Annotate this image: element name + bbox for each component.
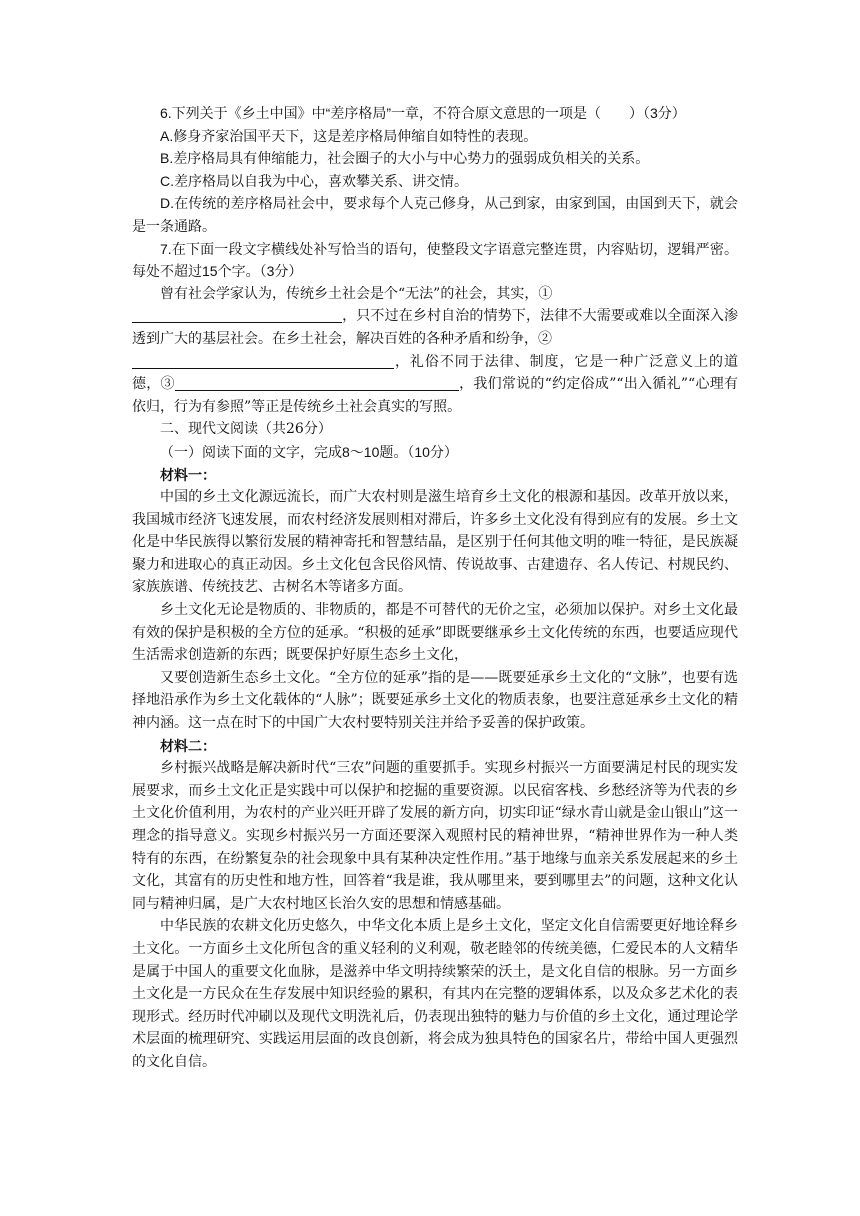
q7-text-1: 曾有社会学家认为，传统乡土社会是个“无法”的社会，其实，① bbox=[160, 285, 553, 302]
q6-option-a: A.修身齐家治国平天下，这是差序格局伸缩自如特性的表现。 bbox=[160, 127, 538, 144]
q6-option-c: C.差序格局以自我为中心，喜欢攀关系、讲交情。 bbox=[160, 172, 468, 189]
answer-blank-2[interactable] bbox=[132, 352, 394, 369]
q7-text-3: ，礼俗不同于法律、制度，它是一种广泛意义上的道德，③ bbox=[132, 353, 738, 393]
material-2-label: 材料二： bbox=[160, 737, 216, 754]
material-1-para-1: 中国的乡土文化源远流长，而广大农村则是滋生培育乡土文化的根源和基因。改革开放以来，我国城市经济飞速发展，而农村经济发展则相对滞后，许多乡土文化没有得到应有的发展。乡土文化是中华民族得以繁衍发展的精神寄托和智慧结晶，是区别于任何其他文明的唯一特征，是民族凝聚力和进取心的真正动因。乡土文化包含民俗风情、传说故事、古建遗存、名人传记、村规民约、家族族谱、传统技艺、古树名木等诸多方面。 bbox=[132, 489, 738, 596]
q6-option-b: B.差序格局具有伸缩能力，社会圈子的大小与中心势力的强弱成负相关的关系。 bbox=[160, 150, 650, 167]
material-2-para-1: 乡村振兴战略是解决新时代“三农”问题的重要抓手。实现乡村振兴一方面要满足村民的现实发展要求，而乡土文化正是实践中可以保护和挖掘的重要资源。以民宿客栈、乡愁经济等为代表的乡土文化价值利用，为农村的产业兴旺开辟了发展的新方向，切实印证“绿水青山就是金山银山”这一理念的指导意义。实现乡村振兴另一方面还要深入观照村民的精神世界，“精神世界作为一种人类特有的东西，在纷繁复杂的社会现象中具有某种决定性作用。”基于地缘与血亲关系发展起来的乡土文化，其富有的历史性和地方性，回答着“我是谁，我从哪里来，要到哪里去”的问题，这种文化认同与精神归属，是广大农村地区长治久安的思想和情感基础。 bbox=[132, 760, 738, 912]
material-1-para-2: 乡土文化无论是物质的、非物质的，都是不可替代的无价之宝，必须加以保护。对乡土文化最有效的保护是积极的全方位的延承。“积极的延承”即既要继承乡土文化传统的东西，也要适应现代生活需求创造新的东西；既要保护好原生态乡土文化， bbox=[132, 602, 738, 664]
q7-text-2: ，只不过在乡村自治的情势下，法律不大需要或难以全面深入渗透到广大的基层社会。在乡土社会，解决百姓的各种矛盾和纷争，② bbox=[132, 308, 738, 347]
q7-passage bbox=[132, 283, 738, 419]
q6-stem: 6.下列关于《乡土中国》中“差序格局”一章，不符合原文意思的一项是（ ）（3分） bbox=[160, 105, 686, 121]
answer-blank-1[interactable] bbox=[132, 306, 342, 323]
section-title: 二、现代文阅读（共26分） bbox=[160, 421, 332, 438]
exam-page bbox=[132, 102, 738, 1074]
material-1-para-3: 又要创造新生态乡土文化。“全方位的延承”指的是——既要延承乡土文化的“文脉”，也要有选择地沿承作为乡土文化载体的“人脉”；既要延承乡土文化的物质表象，也要注意延承乡土文化的精神内涵。这一点在时下的中国广大农村要特别关注并给予妥善的保护政策。 bbox=[132, 669, 738, 732]
q6-option-d: D.在传统的差序格局社会中，要求每个人克己修身，从己到家，由家到国，由国到天下，就会是一条通路。 bbox=[132, 195, 738, 234]
material-2-para-2: 中华民族的农耕文化历史悠久，中华文化本质上是乡土文化，坚定文化自信需要更好地诠释乡土文化。一方面乡土文化所包含的重义轻利的义利观，敬老睦邻的传统美德，仁爱民本的人文精华是属于中国人的重要文化血脉，是滋养中华文明持续繁荣的沃土，是文化自信的根脉。另一方面乡土文化是一方民众在生存发展中知识经验的累积，有其内在完整的逻辑体系，以及众多艺术化的表现形式。经历时代冲刷以及现代文明洗礼后，仍表现出独特的魅力与价值的乡土文化，通过理论学术层面的梳理研究、实践运用层面的改良创新，将会成为独具特色的国家名片，带给中国人更强烈的文化自信。 bbox=[132, 918, 738, 1070]
q7-stem: 7.在下面一段文字横线处补写恰当的语句，使整段文字语意完整连贯，内容贴切，逻辑严密。每处不超过15个字。（3分） bbox=[132, 240, 738, 280]
section-subtitle: （一）阅读下面的文字，完成8～10题。（10分） bbox=[160, 443, 458, 460]
q7-text-4: ，我们常说的“约定俗成”“出入循礼”“心理有依归，行为有参照”等正是传统乡土社会真实的写照。 bbox=[132, 376, 738, 415]
answer-blank-3[interactable] bbox=[175, 374, 459, 391]
material-1-label: 材料一： bbox=[160, 466, 216, 483]
